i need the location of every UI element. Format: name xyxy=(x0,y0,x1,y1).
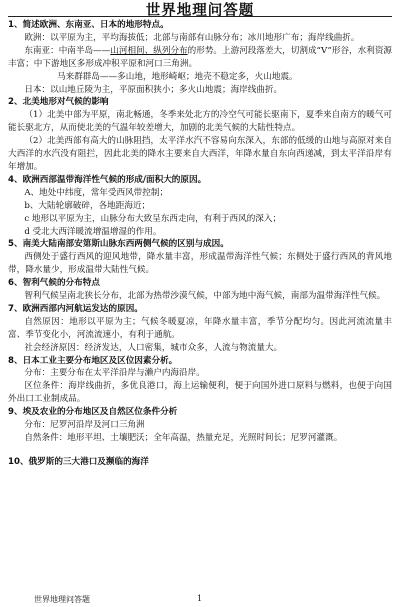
title-rule xyxy=(8,16,392,17)
paragraph xyxy=(8,45,392,71)
paragraph: 自然原因：地形以平原为主；气候冬暖夏凉，年降水量丰富，季节分配均匀。因此河流流量丰富、季节变化小，河流流速小，有利于通航。 xyxy=(8,316,392,340)
section-heading: 8、日本工业主要分布地区及区位因素分析。 xyxy=(8,355,178,366)
footer-title: 世界地理问答题 xyxy=(34,595,90,604)
paragraph: （2）北美西部有高大的山脉阻挡，太平洋水汽不容易向东深入，东部的低缓的山地与高原对来自大西洋的水汽没有阻拦，因此北美的降水主要来自大西洋，年降水量自东向西递减，到太平洋沿岸有年增加。 xyxy=(8,136,392,172)
paragraph: 社会经济原因：经济发达，人口密集，城市众多，人流与物流量大。 xyxy=(24,342,283,353)
paragraph-text: 东南亚：中南半岛—— xyxy=(24,45,111,56)
section-6 xyxy=(8,277,392,303)
list-item: c 地形以平原为主，山脉分布大致呈东西走向，有利于西风的深入； xyxy=(24,213,282,224)
paragraph-text: 的形势。上游河段落差大，切割成“V”形谷，水利资源丰富；中下游地区多形成冲积平原和河口三角洲。 xyxy=(8,45,393,69)
paragraph: 区位条件：海岸线曲折，多优良港口，海上运输便利，便于向国外进口原料与燃料，也便于向国外出口工业制成品。 xyxy=(8,381,392,405)
list-item: d 受北大西洋暖流增温增湿的作用。 xyxy=(24,226,162,237)
section-heading: 2、北美地形对气候的影响 xyxy=(8,97,109,108)
spacer xyxy=(8,445,392,456)
paragraph: 日本：以山地丘陵为主，平原面积狭小；多火山地震；海岸线曲折。 xyxy=(24,84,283,95)
list-item: A、地处中纬度，常年受西风带控制； xyxy=(24,187,169,198)
document-body xyxy=(8,19,392,469)
section-heading: 4、欧洲西部温带海洋性气候的形成/面积大的原因。 xyxy=(8,174,207,185)
section-heading: 7、欧洲西部内河航运发达的原因。 xyxy=(8,303,143,314)
section-heading: 6、智利气候的分布特点 xyxy=(8,278,100,289)
section-heading: 5、南美大陆南部安第斯山脉东西两侧气候的区别与成因。 xyxy=(8,239,229,250)
page-title: 世界地理问答题 xyxy=(145,2,255,19)
section-heading: 10、俄罗斯的三大港口及濒临的海洋 xyxy=(8,456,149,467)
paragraph: （1）北美中部为平原，南北畅通，冬季来处北方的冷空气可能长驱南下，夏季来自南方的暖气可能长驱北方，从而使北美的气温年较差增大，加剧的北美气候的大陆性特点。 xyxy=(8,110,392,134)
section-heading: 1、简述欧洲、东南亚、日本的地形特点。 xyxy=(8,20,169,30)
paragraph: 分布：主要分布在太平洋沿岸与濑户内海沿岸。 xyxy=(24,368,205,379)
section-5 xyxy=(8,238,392,277)
section-4 xyxy=(8,174,392,239)
section-1 xyxy=(8,19,392,96)
paragraph: 自然条件：地形平坦、土壤肥沃；全年高温，热量充足，光照时间长；尼罗河灌溉。 xyxy=(24,433,343,443)
underlined-text: 山河相间、纵列分布 xyxy=(110,45,188,56)
paragraph: 欧洲：以平原为主，平均海拔低；北部与南部有山脉分布；冰川地形广布；海岸线曲折。 xyxy=(24,32,360,43)
paragraph: 西侧处于盛行西风的迎风地带，降水量丰富，形成温带海洋性气候；东侧处于盛行西风的背风地带，降水量少，形成温带大陆性气候。 xyxy=(8,252,392,276)
paragraph: 马来群群岛——多山地，地形崎岖；地壳不稳定多，火山地震。 xyxy=(57,71,298,82)
page-number: 1 xyxy=(197,594,203,603)
section-2 xyxy=(8,96,392,173)
section-8 xyxy=(8,355,392,407)
paragraph: 智利气候呈南北狭长分布，北部为热带沙漠气候，中部为地中海气候，南部为温带海洋性气候。 xyxy=(24,291,386,302)
list-item: b、大陆轮廓破碎，各地距海近； xyxy=(24,200,151,211)
paragraph: 分布：尼罗河沿岸及河口三角洲 xyxy=(24,420,145,431)
section-10 xyxy=(8,456,392,469)
section-heading: 9、埃及农业的分布地区及自然区位条件分析 xyxy=(8,407,178,418)
section-7 xyxy=(8,303,392,355)
section-9 xyxy=(8,406,392,445)
